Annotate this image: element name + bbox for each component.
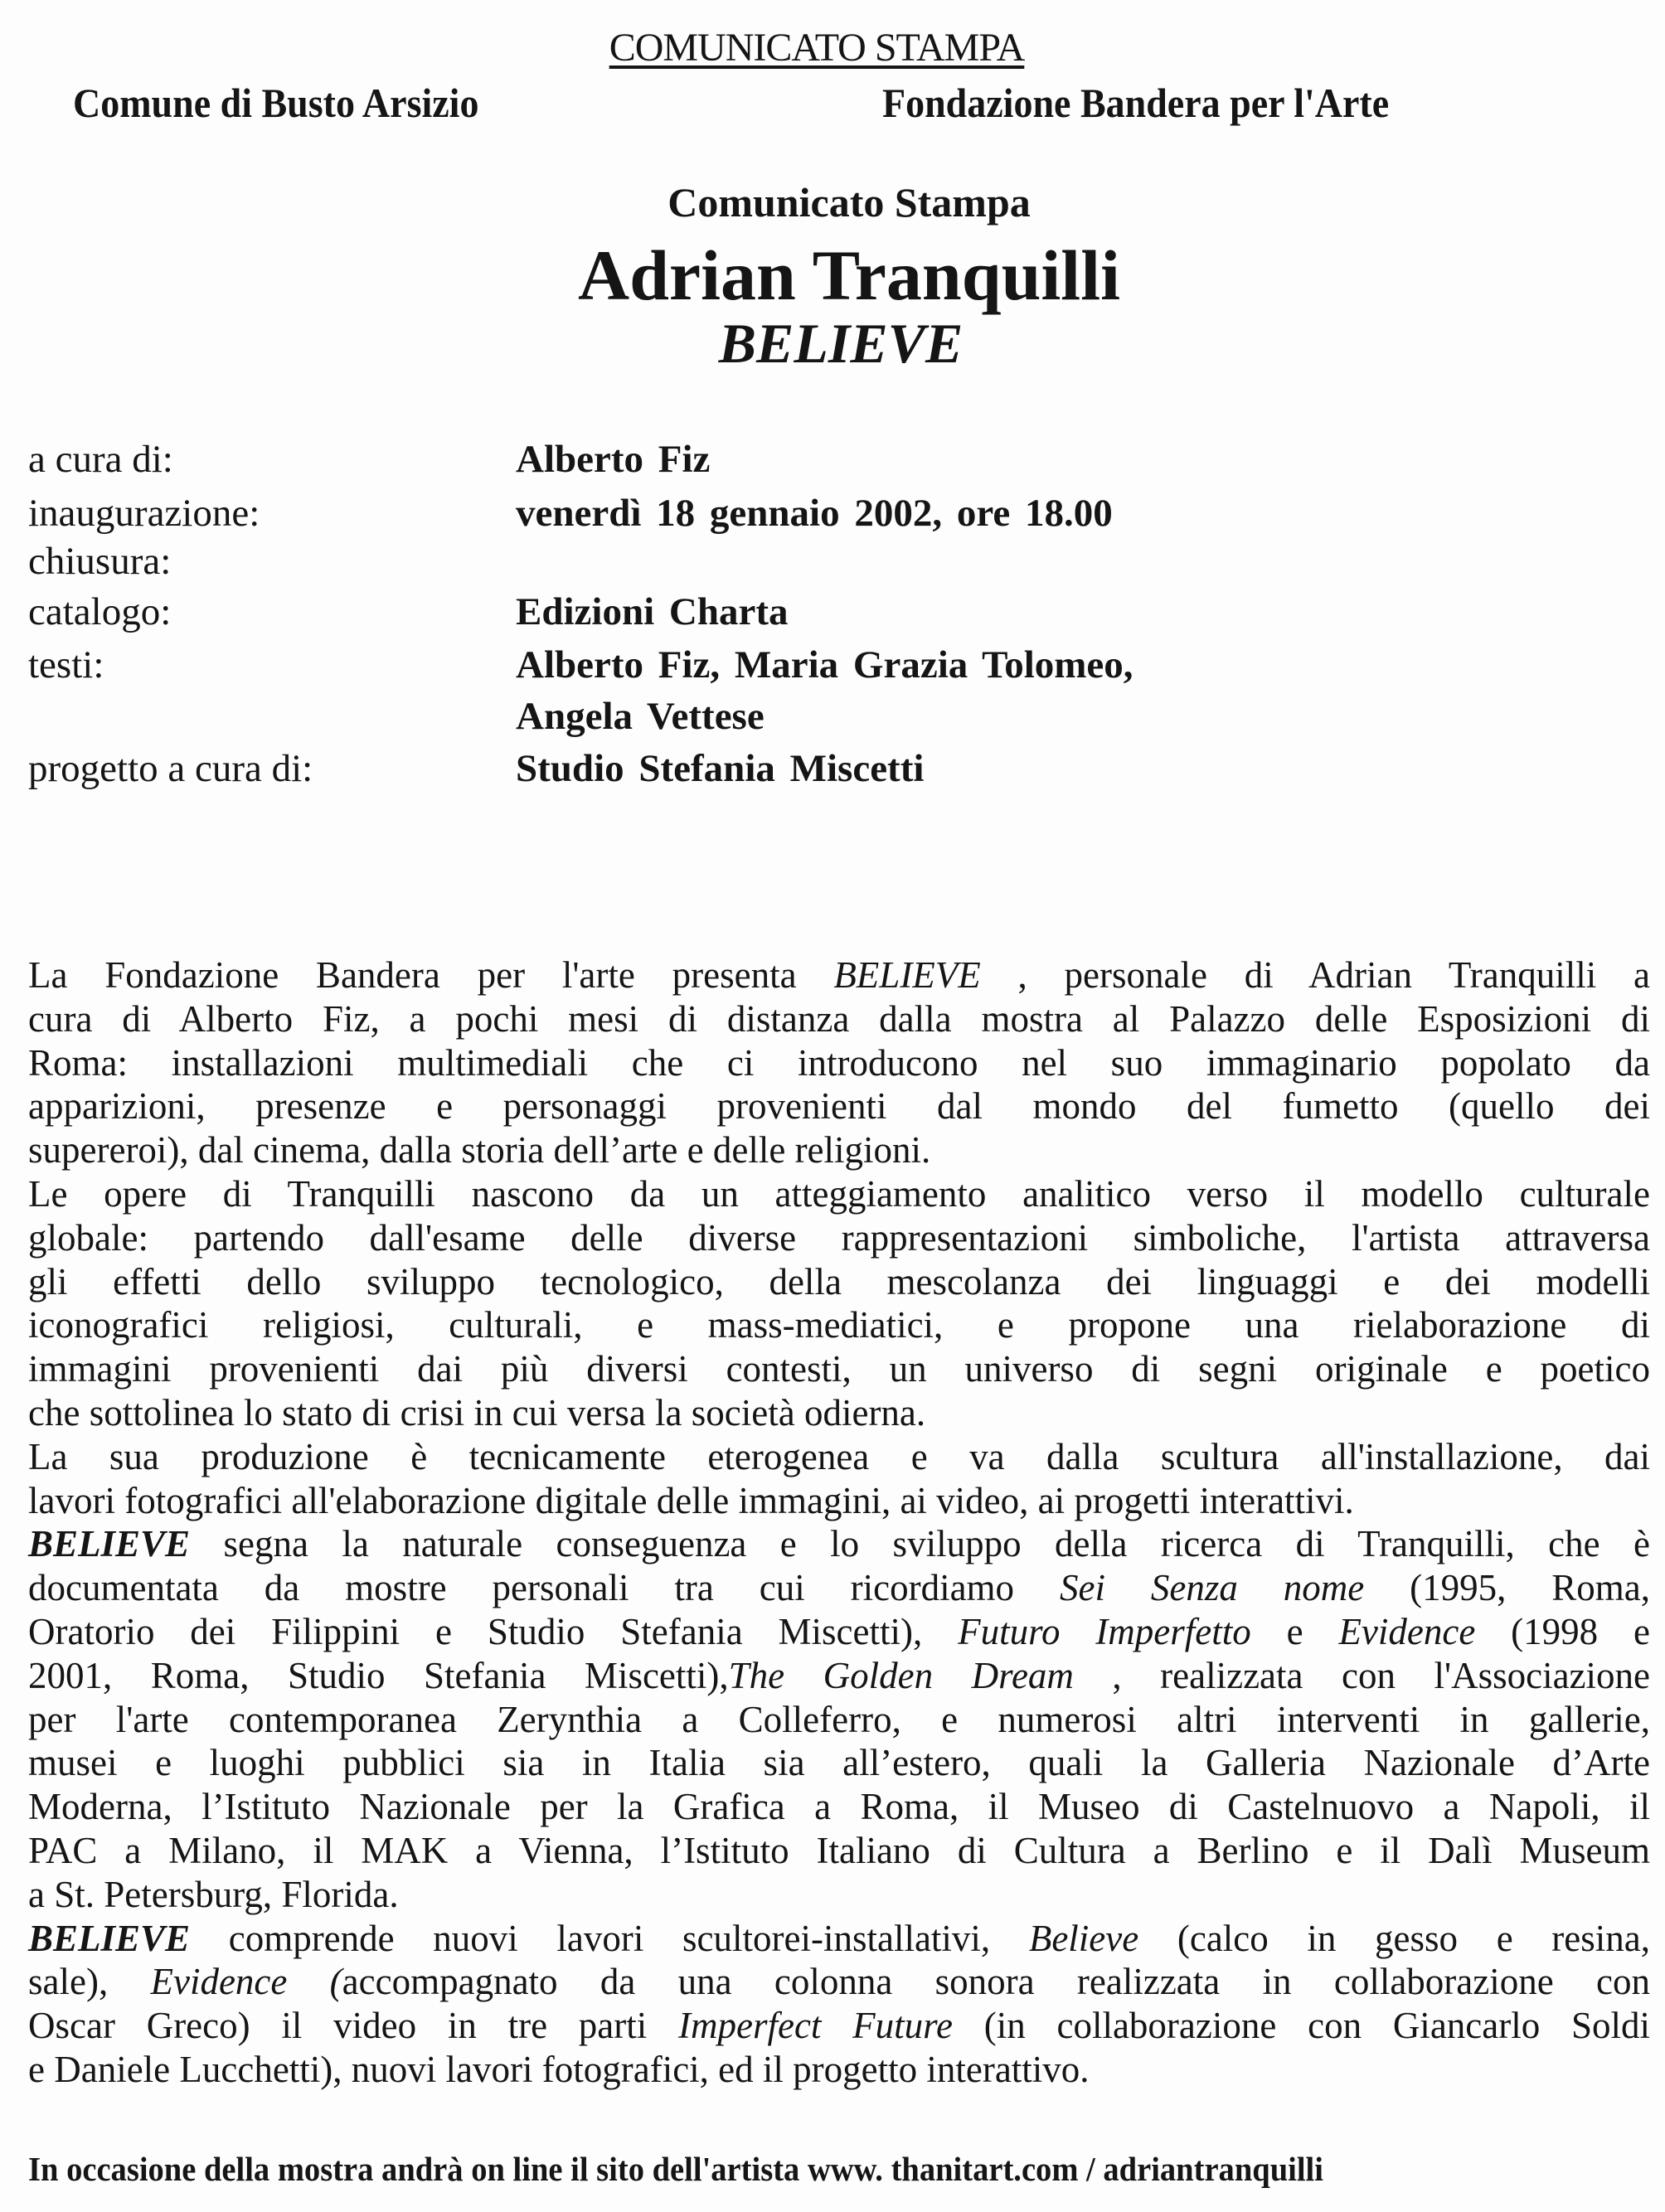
body-text-segment: Moderna, l’Istituto Nazionale per la Grafica a Roma, il Museo di Castelnuovo a Napoli, il (28, 1786, 1650, 1828)
body-text-segment: PAC a Milano, il MAK a Vienna, l’Istituto Italiano di Cultura a Berlino e il Dalì Museum (28, 1829, 1650, 1871)
body-text-segment: cura di Alberto Fiz, a pochi mesi di distanza dalla mostra al Palazzo delle Esposizioni di (28, 997, 1650, 1040)
body-line (28, 2048, 1650, 2092)
info-label: a cura di: (28, 438, 173, 481)
info-label: progetto a cura di: (28, 747, 313, 790)
document-heading (0, 25, 1633, 70)
info-label: inaugurazione: (28, 492, 260, 535)
body-text-segment: apparizioni, presenze e personaggi provenienti dal mondo del fumetto (quello dei (28, 1085, 1650, 1128)
body-line (28, 1391, 1650, 1435)
body-text-segment: a St. Petersburg, Florida. (28, 1873, 399, 1915)
organization-right: Fondazione Bandera per l'Arte (882, 80, 1390, 126)
body-text-segment: sale), (28, 1961, 151, 2003)
body-line (28, 1479, 1650, 1523)
body-text-segment: supereroi), dal cinema, dalla storia dell’arte e delle religioni. (28, 1129, 931, 1171)
organization-left: Comune di Busto Arsizio (73, 80, 479, 126)
body-text-segment: (1995, Roma, (1364, 1567, 1650, 1609)
info-label: catalogo: (28, 590, 172, 633)
body-text-segment: globale: partendo dall'esame delle diverse rappresentazioni simboliche, l'artista attraversa (28, 1216, 1650, 1259)
emphasized-text: BELIEVE (28, 1917, 191, 1959)
body-line (28, 1084, 1650, 1128)
body-line (28, 2004, 1650, 2048)
info-label: chiusura: (28, 540, 172, 583)
body-text-segment: e (1250, 1610, 1339, 1652)
body-line (28, 1610, 1650, 1654)
emphasized-text: BELIEVE (833, 954, 981, 996)
body-text-segment: Le opere di Tranquilli nascono da un atteggiamento analitico verso il modello culturale (28, 1172, 1650, 1215)
body-line (28, 1260, 1650, 1304)
footer-note: In occasione della mostra andrà on line il sito dell'artista www. thanitart.com / adriantranquilli (28, 2150, 1323, 2188)
body-text-segment: (in collaborazione con Giancarlo Soldi (953, 2005, 1651, 2047)
emphasized-text: Imperfect Future (678, 2005, 953, 2047)
body-line (28, 1128, 1650, 1172)
body-text-segment: Roma: installazioni multimediali che ci introducono nel suo immaginario popolato da (28, 1041, 1650, 1084)
body-line (28, 1435, 1650, 1479)
body-text-segment: La Fondazione Bandera per l'arte presenta (28, 954, 834, 996)
body-text-segment: , personale di Adrian Tranquilli a (980, 954, 1650, 996)
body-text-segment: gli effetti dello sviluppo tecnologico, della mescolanza dei linguaggi e dei modelli (28, 1260, 1650, 1302)
body-text-segment: segna la naturale conseguenza e lo sviluppo della ricerca di Tranquilli, che è (190, 1523, 1650, 1565)
body-text-segment: che sottolinea lo stato di crisi in cui versa la società odierna. (28, 1391, 926, 1433)
body-line (28, 953, 1650, 997)
emphasized-text: BELIEVE (28, 1523, 191, 1565)
body-text-segment: lavori fotografici all'elaborazione digitale delle immagini, ai video, ai progetti interattivi. (28, 1479, 1354, 1521)
emphasized-text: Evidence ( (150, 1961, 342, 2003)
emphasized-text: Evidence (1338, 1610, 1476, 1652)
body-text-segment: per l'arte contemporanea Zerynthia a Colleferro, e numerosi altri interventi in gallerie, (28, 1698, 1650, 1740)
body-text (28, 953, 1650, 2092)
info-value: Edizioni Charta (516, 590, 789, 633)
subtitle: Comunicato Stampa (667, 179, 1031, 226)
info-value: Alberto Fiz (516, 438, 711, 481)
body-text-segment: comprende nuovi lavori scultorei-installativi, (190, 1917, 1029, 1959)
body-text-segment: accompagnato da una colonna sonora realizzata in collaborazione con (342, 1961, 1650, 2003)
emphasized-text: The Golden Dream (728, 1654, 1074, 1696)
body-line (28, 1741, 1650, 1785)
body-line (28, 1654, 1650, 1698)
body-line (28, 1917, 1650, 1961)
body-text-segment: Oscar Greco) il video in tre parti (28, 2005, 679, 2047)
body-line (28, 1216, 1650, 1260)
info-value: Studio Stefania Miscetti (516, 747, 925, 790)
body-line (28, 1873, 1650, 1917)
body-line (28, 1522, 1650, 1566)
body-text-segment: (calco in gesso e resina, (1138, 1917, 1650, 1959)
emphasized-text: Futuro Imperfetto (958, 1610, 1251, 1652)
info-label: testi: (28, 643, 104, 686)
body-text-segment: , realizzata con l'Associazione (1073, 1654, 1650, 1696)
body-text-segment: musei e luoghi pubblici sia in Italia sia all’estero, quali la Galleria Nazionale d’Arte (28, 1742, 1650, 1784)
body-text-segment: Oratorio dei Filippini e Studio Stefania Miscetti), (28, 1610, 959, 1652)
body-line (28, 1347, 1650, 1391)
info-value: Angela Vettese (516, 695, 765, 738)
exhibition-title: BELIEVE (718, 312, 964, 375)
body-text-segment: 2001, Roma, Studio Stefania Miscetti), (28, 1654, 729, 1696)
emphasized-text: Sei Senza nome (1059, 1567, 1365, 1609)
info-value: Alberto Fiz, Maria Grazia Tolomeo, (516, 643, 1133, 686)
body-line (28, 997, 1650, 1041)
body-line (28, 1303, 1650, 1347)
body-line (28, 1698, 1650, 1742)
body-line (28, 1785, 1650, 1829)
body-line (28, 1172, 1650, 1216)
body-line (28, 1829, 1650, 1873)
body-line (28, 1041, 1650, 1085)
body-text-segment: e Daniele Lucchetti), nuovi lavori fotografici, ed il progetto interattivo. (28, 2048, 1090, 2090)
artist-name: Adrian Tranquilli (578, 235, 1120, 315)
body-text-segment: iconografici religiosi, culturali, e mass-mediatici, e propone una rielaborazione di (28, 1304, 1650, 1346)
body-line (28, 1566, 1650, 1610)
body-text-segment: immagini provenienti dai più diversi contesti, un universo di segni originale e poetico (28, 1348, 1650, 1390)
body-text-segment: documentata da mostre personali tra cui ricordiamo (28, 1567, 1060, 1609)
body-text-segment: (1998 e (1475, 1610, 1650, 1652)
body-line (28, 1960, 1650, 2004)
emphasized-text: Believe (1028, 1917, 1139, 1959)
heading-text: COMUNICATO STAMPA (609, 26, 1025, 70)
info-value: venerdì 18 gennaio 2002, ore 18.00 (516, 492, 1113, 535)
body-text-segment: La sua produzione è tecnicamente eterogenea e va dalla scultura all'installazione, dai (28, 1435, 1650, 1477)
